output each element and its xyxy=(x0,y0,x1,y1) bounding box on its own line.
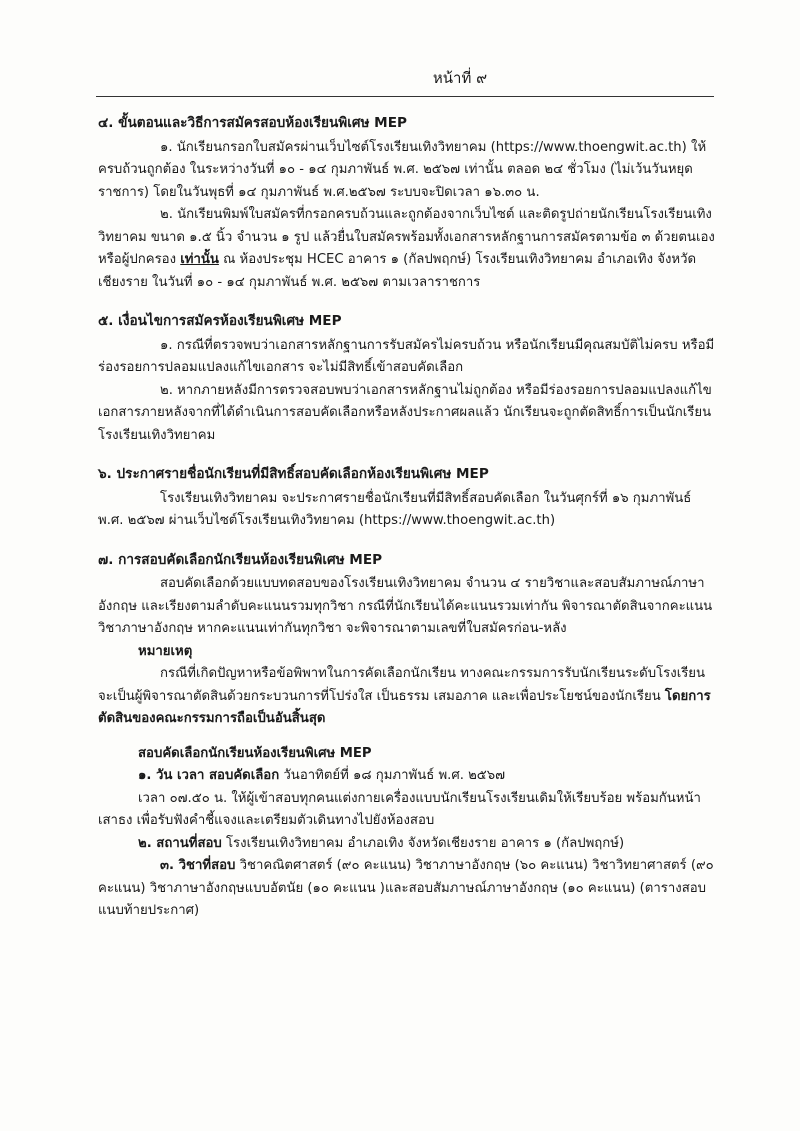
section-4 xyxy=(98,112,716,294)
exam-item-3-label: ๓. วิชาที่สอบ xyxy=(160,858,236,873)
section-4-item-2 xyxy=(98,204,716,294)
section-5-item-1: ๑. กรณีที่ตรวจพบว่าเอกสารหลักฐานการรับสมัครไม่ครบถ้วน หรือนักเรียนมีคุณสมบัติไม่ครบ หรือมีร่องรอยการปลอมแปลงแก้ไขเอกสาร จะไม่มีสิทธิ์เข้าสอบคัดเลือก xyxy=(98,337,715,375)
header-rule xyxy=(96,96,714,97)
emphasis-only: เท่านั้น xyxy=(180,252,219,267)
exam-item-1-text: วันอาทิตย์ที่ ๑๘ กุมภาพันธ์ พ.ศ. ๒๕๖๗ xyxy=(279,768,506,783)
note-text xyxy=(98,663,716,731)
note-label: หมายเหตุ xyxy=(138,643,193,659)
exam-item-3 xyxy=(98,855,716,923)
exam-item-3-text: วิชาคณิตศาสตร์ (๙๐ คะแนน) วิชาภาษาอังกฤษ (๖๐ คะแนน) วิชาวิทยาศาสตร์ (๙๐ คะแนน) วิชาภาษาอังกฤษแบบอัตนัย (๑๐ คะแนน )และสอบสัมภาษณ์ภาษาอังกฤษ (๑๐ คะแนน) (ตารางสอบแนบท้ายประกาศ) xyxy=(98,858,714,918)
exam-item-2 xyxy=(98,833,716,856)
exam-item-2-text: โรงเรียนเทิงวิทยาคม อำเภอเทิง จังหวัดเชียงราย อาคาร ๑ (กัลปพฤกษ์) xyxy=(221,835,625,851)
section-6-heading: ๖. ประกาศรายชื่อนักเรียนที่มีสิทธิ์สอบคัดเลือกห้องเรียนพิเศษ MEP xyxy=(98,466,489,482)
spacer xyxy=(98,731,716,743)
section-6 xyxy=(98,463,716,533)
exam-item-1 xyxy=(98,765,716,788)
note-text-part-a: กรณีที่เกิดปัญหาหรือข้อพิพาทในการคัดเลือกนักเรียน ทางคณะกรรมการรับนักเรียนระดับโรงเรียนจะเป็นผู้พิจารณาตัดสินด้วยกระบวนการที่โปร่งใส เป็นธรรม เสมอภาค และเพื่อประโยชน์ของนักเรียน xyxy=(98,666,706,704)
section-5-item-2: ๒. หากภายหลังมีการตรวจสอบพบว่าเอกสารหลักฐานไม่ถูกต้อง หรือมีร่องรอยการปลอมแปลงแก้ไขเอกสารภายหลังจากที่ได้ดำเนินการสอบคัดเลือกหรือหลังประกาศผลแล้ว นักเรียนจะถูกตัดสิทธิ์การเป็นนักเรียนโรงเรียนเทิงวิทยาคม xyxy=(98,382,712,443)
note-text-bold: โดยการตัดสินของคณะกรรมการถือเป็นอันสิ้นสุด xyxy=(98,688,711,726)
document-body xyxy=(98,112,716,939)
section-7-text: สอบคัดเลือกด้วยแบบทดสอบของโรงเรียนเทิงวิทยาคม จำนวน ๔ รายวิชาและสอบสัมภาษณ์ภาษาอังกฤษ และเรียงตามลำดับคะแนนรวมทุกวิชา กรณีที่นักเรียนได้คะแนนรวมเท่ากัน พิจารณาตัดสินจากคะแนนวิชาภาษาอังกฤษ หากคะแนนเท่ากันทุกวิชา จะพิจารณาตามเลขที่ใบสมัครก่อน-หลัง xyxy=(98,576,713,636)
section-4-item-1: ๑. นักเรียนกรอกใบสมัครผ่านเว็บไซต์โรงเรียนเทิงวิทยาคม (https://www.thoengwit.ac.th) ให้ครบถ้วนถูกต้อง ในระหว่างวันที่ ๑๐ - ๑๔ กุมภาพันธ์ พ.ศ. ๒๕๖๗ เท่านั้น ตลอด ๒๔ ชั่วโมง (ไม่เว้นวันหยุดราชการ) โดยในวันพุธที่ ๑๔ กุมภาพันธ์ พ.ศ.๒๕๖๗ ระบบจะปิดเวลา ๑๖.๓๐ น. xyxy=(98,139,707,200)
exam-item-1-label: ๑. วัน เวลา สอบคัดเลือก xyxy=(138,768,280,783)
page-number: หน้าที่ ๙ xyxy=(432,69,488,87)
section-4-heading: ๔. ขั้นตอนและวิธีการสมัครสอบห้องเรียนพิเศษ MEP xyxy=(98,115,407,131)
section-4-item-2-part-a: ๒. นักเรียนพิมพ์ใบสมัครที่กรอกครบถ้วนและถูกต้องจากเว็บไซต์ และติดรูปถ่ายนักเรียนโรงเรียนเทิงวิทยาคม ขนาด ๑.๕ นิ้ว จำนวน ๑ รูป แล้วยื่นใบสมัครพร้อมทั้งเอกสารหลักฐานการสมัครตามข้อ ๓ ด้วยตนเองหรือผู้ปกครอง xyxy=(98,207,715,267)
exam-heading: สอบคัดเลือกนักเรียนห้องเรียนพิเศษ MEP xyxy=(138,745,372,761)
section-5-heading: ๕. เงื่อนไขการสมัครห้องเรียนพิเศษ MEP xyxy=(98,313,342,329)
exam-item-2-label: ๒. สถานที่สอบ xyxy=(138,835,222,851)
exam-item-1-detail: เวลา ๐๗.๕๐ น. ให้ผู้เข้าสอบทุกคนแต่งกายเครื่องแบบนักเรียนโรงเรียนเดิมให้เรียบร้อย พร้อมกันหน้าเสาธง เพื่อรับฟังคำชี้แจงและเตรียมตัวเดินทางไปยังห้องสอบ xyxy=(98,790,701,828)
section-6-text: โรงเรียนเทิงวิทยาคม จะประกาศรายชื่อนักเรียนที่มีสิทธิ์สอบคัดเลือก ในวันศุกร์ที่ ๑๖ กุมภาพันธ์ พ.ศ. ๒๕๖๗ ผ่านเว็บไซต์โรงเรียนเทิงวิทยาคม (https://www.thoengwit.ac.th) xyxy=(98,490,692,528)
section-5 xyxy=(98,310,716,447)
section-4-item-2-part-b: ณ ห้องประชุม HCEC อาคาร ๑ (กัลปพฤกษ์) โรงเรียนเทิงวิทยาคม อำเภอเทิง จังหวัดเชียงราย ในวันที่ ๑๐ - ๑๔ กุมภาพันธ์ พ.ศ. ๒๕๖๗ ตามเวลาราชการ xyxy=(98,252,697,290)
section-7 xyxy=(98,549,716,923)
section-7-heading: ๗. การสอบคัดเลือกนักเรียนห้องเรียนพิเศษ MEP xyxy=(98,551,383,568)
